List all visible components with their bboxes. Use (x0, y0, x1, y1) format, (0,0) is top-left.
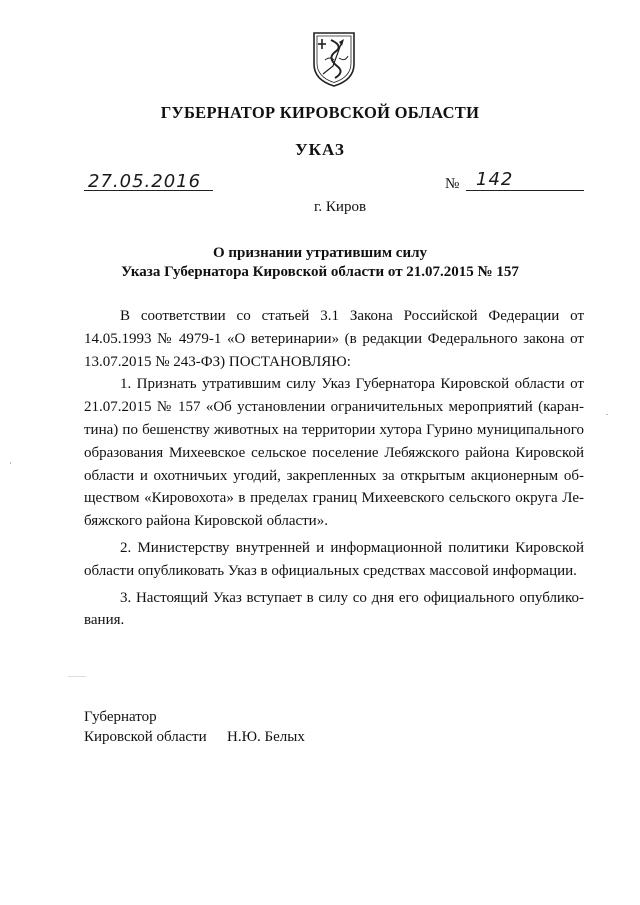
subject-line-1: О признании утратившим силу (213, 245, 427, 261)
scan-speck (68, 676, 86, 677)
signatory-position-line-1: Губернатор (84, 709, 157, 725)
coat-of-arms-icon (311, 30, 357, 88)
document-number-handwritten: 142 (476, 169, 514, 190)
document-date-handwritten: 27.05.2016 (88, 171, 202, 192)
number-underline (466, 190, 584, 191)
document-number-label: № (445, 176, 460, 192)
document-issuer-title: ГУБЕРНАТОР КИРОВСКОЙ ОБЛАСТИ (160, 103, 480, 122)
scan-speck (10, 462, 11, 464)
signature-block (84, 707, 305, 747)
signatory-position-line-2: Кировской области (84, 729, 207, 745)
scan-speck (606, 414, 608, 415)
document-body (84, 305, 584, 632)
document-subject (0, 244, 640, 282)
signatory-name: Н.Ю. Белых (227, 729, 305, 745)
date-underline (84, 190, 213, 191)
document-kind-title: УКАЗ (295, 140, 345, 159)
paragraph-item-2: 2. Министерству внутренней и информационной политики Кировской области опубликовать Указ в официальных средствах массовой информации. (84, 539, 584, 579)
document-city: г. Киров (313, 199, 367, 215)
signature-row (84, 727, 305, 747)
paragraph-item-3: 3. Настоящий Указ вступает в силу со дня его официального опубликования. (84, 589, 584, 629)
subject-line-2: Указа Губернатора Кировской области от 21.07.2015 № 157 (121, 264, 519, 280)
paragraph-preamble: В соответствии со статьей 3.1 Закона Российской Федерации от 14.05.1993 № 4979-1 «О ветеринарии» (в редакции Федерального закона от 13.07.2015 № 243-ФЗ) ПОСТАНОВЛЯЮ: (84, 308, 584, 370)
paragraph-item-1: 1. Признать утратившим силу Указ Губернатора Кировской области от 21.07.2015 № 157 «Об установлении ограничительных мероприятий (карантина) по бешенству животных на территории хутора Гурино муниципального образования Михеевское сельское поселение Лебяжского района Кировской области и охотничьих угодий, закрепленных за открытым акционерным обществом «Кировохота» в пределах границ Михеевского сельского округа Лебяжского района Кировской области». (84, 376, 584, 530)
